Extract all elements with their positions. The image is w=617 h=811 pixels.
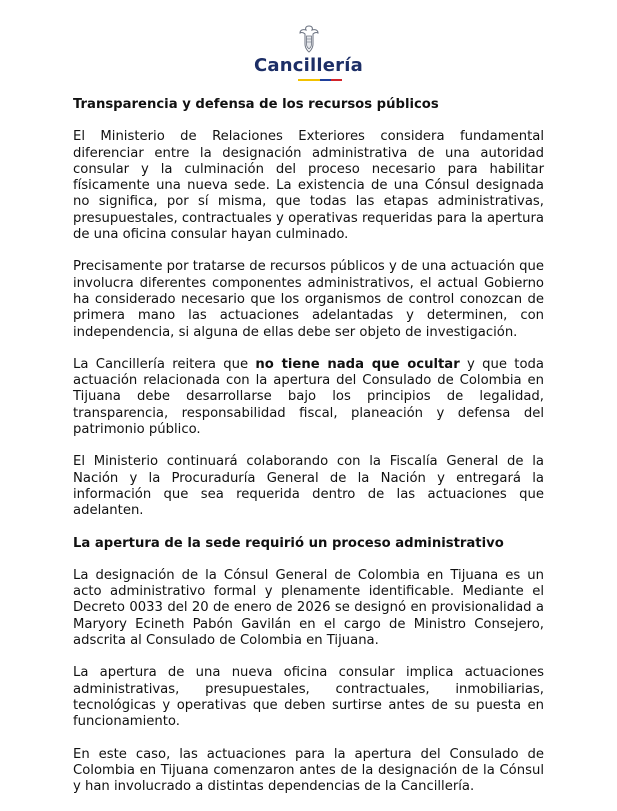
paragraph: La apertura de una nueva oficina consular implica actuaciones administrativas, presupuestales, contractuales, inmobiliarias, tecnológicas y operativas que deben surtirse antes de su puesta en funcionamiento. (73, 665, 544, 730)
section-heading-transparency: Transparencia y defensa de los recursos públicos (73, 97, 439, 112)
text-run: y que toda actuación relacionada con la apertura del Consulado de Colombia en Tijuana debe desarrollarse bajo los principios de legalidad, transparencia, responsabilidad fiscal, planeación y defensa del patrimonio público. (73, 356, 545, 438)
section-heading-administrative-process: La apertura de la sede requirió un proceso administrativo (73, 535, 504, 551)
bold-emphasis: no tiene nada que ocultar (255, 356, 460, 372)
paragraph (73, 357, 544, 438)
text-run: La Cancillería reitera que (73, 356, 256, 372)
paragraph: La designación de la Cónsul General de Colombia en Tijuana es un acto administrativo formal y plenamente identificable. Mediante el Decreto 0033 del 20 de enero de 2026 se designó en provisionalidad a Maryory Ecineth Pabón Gavilán en el cargo de Ministro Consejero, adscrita al Consulado de Colombia en Tijuana. (73, 567, 544, 649)
cancilleria-logo (0, 24, 617, 81)
flag-yellow-stripe (298, 79, 320, 81)
flag-blue-stripe (320, 79, 331, 81)
paragraph: El Ministerio continuará colaborando con la Fiscalía General de la Nación y la Procuraduría General de la Nación y entregará la información que sea requerida dentro de las actuaciones que adelanten. (73, 454, 544, 519)
logo-text: Cancillería (254, 55, 363, 76)
paragraph: El Ministerio de Relaciones Exteriores considera fundamental diferenciar entre la designación administrativa de una autoridad consular y la culminación del proceso necesario para habilitar físicamente una nueva sede. La existencia de una Cónsul designada no significa, por sí misma, que todas las etapas administrativas, presupuestales, contractuales y operativas requeridas para la apertura de una oficina consular hayan culminado. (73, 129, 544, 243)
paragraph: En este caso, las actuaciones para la apertura del Consulado de Colombia en Tijuana comenzaron antes de la designación de la Cónsul y han involucrado a distintas dependencias de la Cancillería. (73, 746, 544, 795)
flag-red-stripe (331, 79, 342, 81)
document-body (73, 97, 544, 811)
colombia-coat-of-arms-icon (297, 24, 321, 54)
paragraph: Precisamente por tratarse de recursos públicos y de una actuación que involucra diferentes componentes administrativos, el actual Gobierno ha considerado necesario que los organismos de control conozcan de primera mano las actuaciones adelantadas y determinen, con independencia, si alguna de ellas debe ser objeto de investigación. (73, 259, 544, 340)
flag-stripe (298, 79, 342, 81)
